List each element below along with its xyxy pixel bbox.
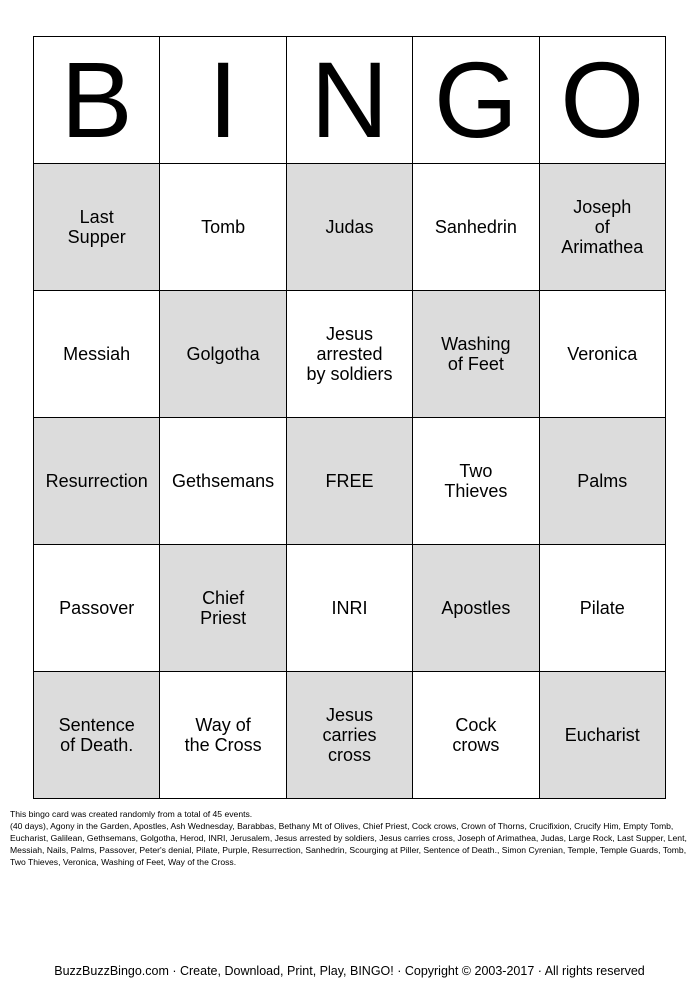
bingo-cell-text: Last Supper [67, 207, 126, 247]
bingo-cell-text: Eucharist [564, 725, 640, 745]
bingo-cell [413, 545, 539, 672]
bingo-cell [286, 164, 412, 291]
bingo-cell-text: Apostles [441, 598, 511, 618]
notes-event-list: (40 days), Agony in the Garden, Apostles, Ash Wednesday, Barabbas, Bethany Mt of Olives, Chief Priest, Cock crows, Crown of Thorns, Crucifixion, Crucify Him, Empty Tomb, Eucharist, Galilean, Gethsemans, Golgotha, Herod, INRI, Jerusalem, Jesus arrested by soldiers, Jesus carries cross, Joseph of Arimathea, Judas, Large Rock, Last Supper, Lent, Messiah, Nails, Palms, Passover, Peter's denial, Pilate, Purple, Resurrection, Sanhedrin, Scourging at Piller, Sentence of Death., Simon Cyrenian, Temple, Temple Guards, Tomb, Two Thieves, Veronica, Washing of Feet, Way of the Cross. [10, 821, 687, 867]
bingo-cell [34, 418, 160, 545]
bingo-free-cell [286, 418, 412, 545]
card-notes [10, 808, 690, 868]
bingo-cell-text: Sentence of Death. [58, 715, 135, 755]
bingo-cell-text: Passover [59, 598, 135, 618]
bingo-cell [286, 291, 412, 418]
bingo-cell-text: Two Thieves [444, 461, 508, 501]
bingo-cell-text: Veronica [567, 344, 638, 364]
bingo-cell [160, 291, 286, 418]
bingo-cell [539, 418, 665, 545]
bingo-cell-text: Chief Priest [200, 588, 247, 628]
bingo-cell [160, 672, 286, 799]
bingo-cell [160, 418, 286, 545]
bingo-card [33, 36, 666, 799]
bingo-cell [413, 164, 539, 291]
bingo-cell-text: Resurrection [45, 471, 148, 491]
bingo-cell-text: INRI [331, 598, 368, 618]
bingo-row [34, 291, 666, 418]
bingo-cell [413, 291, 539, 418]
bingo-cell [160, 164, 286, 291]
header-letter-i: I [160, 37, 286, 164]
bingo-cell [539, 545, 665, 672]
header-letter-b: B [34, 37, 160, 164]
bingo-cell-text: Cock crows [452, 715, 500, 755]
bingo-cell [34, 164, 160, 291]
bingo-cell-text: Sanhedrin [434, 217, 517, 237]
bingo-cell-text: Judas [325, 217, 374, 237]
bingo-cell-text: Washing of Feet [441, 334, 511, 374]
bingo-header-row [34, 37, 666, 164]
header-letter-g: G [413, 37, 539, 164]
header-letter-o: O [539, 37, 665, 164]
bingo-cell [413, 418, 539, 545]
bingo-cell [413, 672, 539, 799]
bingo-cell-text: Gethsemans [172, 471, 275, 491]
bingo-cell-text: Pilate [579, 598, 625, 618]
bingo-cell [34, 672, 160, 799]
bingo-cell [539, 291, 665, 418]
bingo-cell-text: Jesus carries cross [322, 705, 377, 765]
bingo-cell-text: Jesus arrested by soldiers [306, 324, 393, 384]
bingo-cell [286, 672, 412, 799]
bingo-cell-text: Tomb [201, 217, 246, 237]
bingo-cell-text: Way of the Cross [184, 715, 262, 755]
bingo-cell-text: Messiah [63, 344, 131, 364]
page-footer: BuzzBuzzBingo.com · Create, Download, Print, Play, BINGO! · Copyright © 2003-2017 · All rights reserved [54, 964, 645, 978]
bingo-cell-text: Palms [577, 471, 628, 491]
bingo-cell-text: Golgotha [186, 344, 260, 364]
notes-intro: This bingo card was created randomly from a total of 45 events. [10, 809, 253, 819]
bingo-cell [34, 545, 160, 672]
header-letter-n: N [286, 37, 412, 164]
bingo-row [34, 545, 666, 672]
bingo-row [34, 672, 666, 799]
bingo-cell [539, 164, 665, 291]
bingo-cell [539, 672, 665, 799]
bingo-row [34, 164, 666, 291]
bingo-cell-text: Joseph of Arimathea [561, 197, 644, 257]
bingo-cell [160, 545, 286, 672]
bingo-cell-text: FREE [325, 471, 374, 491]
bingo-cell [286, 545, 412, 672]
bingo-row [34, 418, 666, 545]
bingo-cell [34, 291, 160, 418]
